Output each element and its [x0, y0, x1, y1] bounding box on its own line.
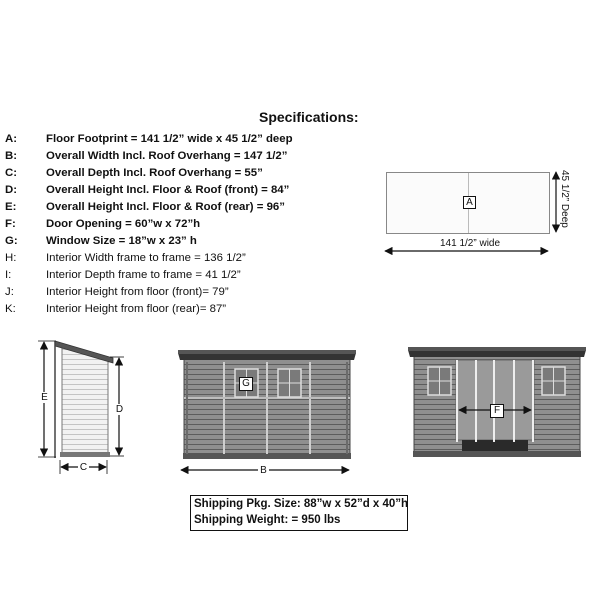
spec-text: Overall Height Incl. Floor & Roof (front) = 84” — [46, 184, 290, 196]
tag-a: A — [463, 196, 476, 209]
spec-text: Overall Width Incl. Roof Overhang = 147 1/2” — [46, 150, 288, 162]
footprint-depth-label: 45 1/2” Deep — [559, 170, 570, 228]
spec-text: Door Opening = 60”w x 72”h — [46, 218, 201, 230]
side-view-drawing — [55, 341, 113, 458]
spec-text: Interior Height from floor (front)= 79” — [46, 286, 229, 298]
spec-text: Overall Height Incl. Floor & Roof (rear) = 96” — [46, 201, 285, 213]
spec-letter: E: — [5, 201, 17, 213]
spec-text: Interior Width frame to frame = 136 1/2” — [46, 252, 246, 264]
spec-text: Interior Depth frame to frame = 41 1/2” — [46, 269, 241, 281]
tag-b: B — [258, 465, 269, 476]
spec-text: Window Size = 18”w x 23” h — [46, 235, 197, 247]
spec-letter: K: — [5, 303, 16, 315]
tag-e: E — [39, 392, 50, 403]
tag-d: D — [115, 404, 124, 415]
spec-letter: H: — [5, 252, 17, 264]
spec-letter: C: — [5, 167, 18, 179]
spec-text: Overall Depth Incl. Roof Overhang = 55” — [46, 167, 263, 179]
tag-c: C — [79, 462, 88, 473]
back-view-drawing — [408, 347, 586, 457]
spec-letter: I: — [5, 269, 12, 281]
spec-text: Interior Height from floor (rear)= 87” — [46, 303, 227, 315]
spec-letter: J: — [5, 286, 14, 298]
spec-letter: A: — [5, 133, 18, 145]
page-title: Specifications: — [259, 109, 359, 125]
front-view-drawing — [178, 350, 356, 459]
footprint-width-label: 141 1/2” wide — [440, 238, 501, 249]
spec-text: Floor Footprint = 141 1/2” wide x 45 1/2” deep — [46, 133, 293, 145]
shipping-weight: Shipping Weight: = 950 lbs — [194, 514, 341, 526]
shipping-size: Shipping Pkg. Size: 88”w x 52”d x 40”h — [194, 498, 409, 510]
shipping-info-box — [190, 495, 408, 531]
spec-letter: F: — [5, 218, 16, 230]
tag-f: F — [490, 404, 504, 418]
spec-letter: D: — [5, 184, 18, 196]
spec-letter: G: — [5, 235, 18, 247]
spec-letter: B: — [5, 150, 18, 162]
tag-g: G — [239, 377, 253, 391]
